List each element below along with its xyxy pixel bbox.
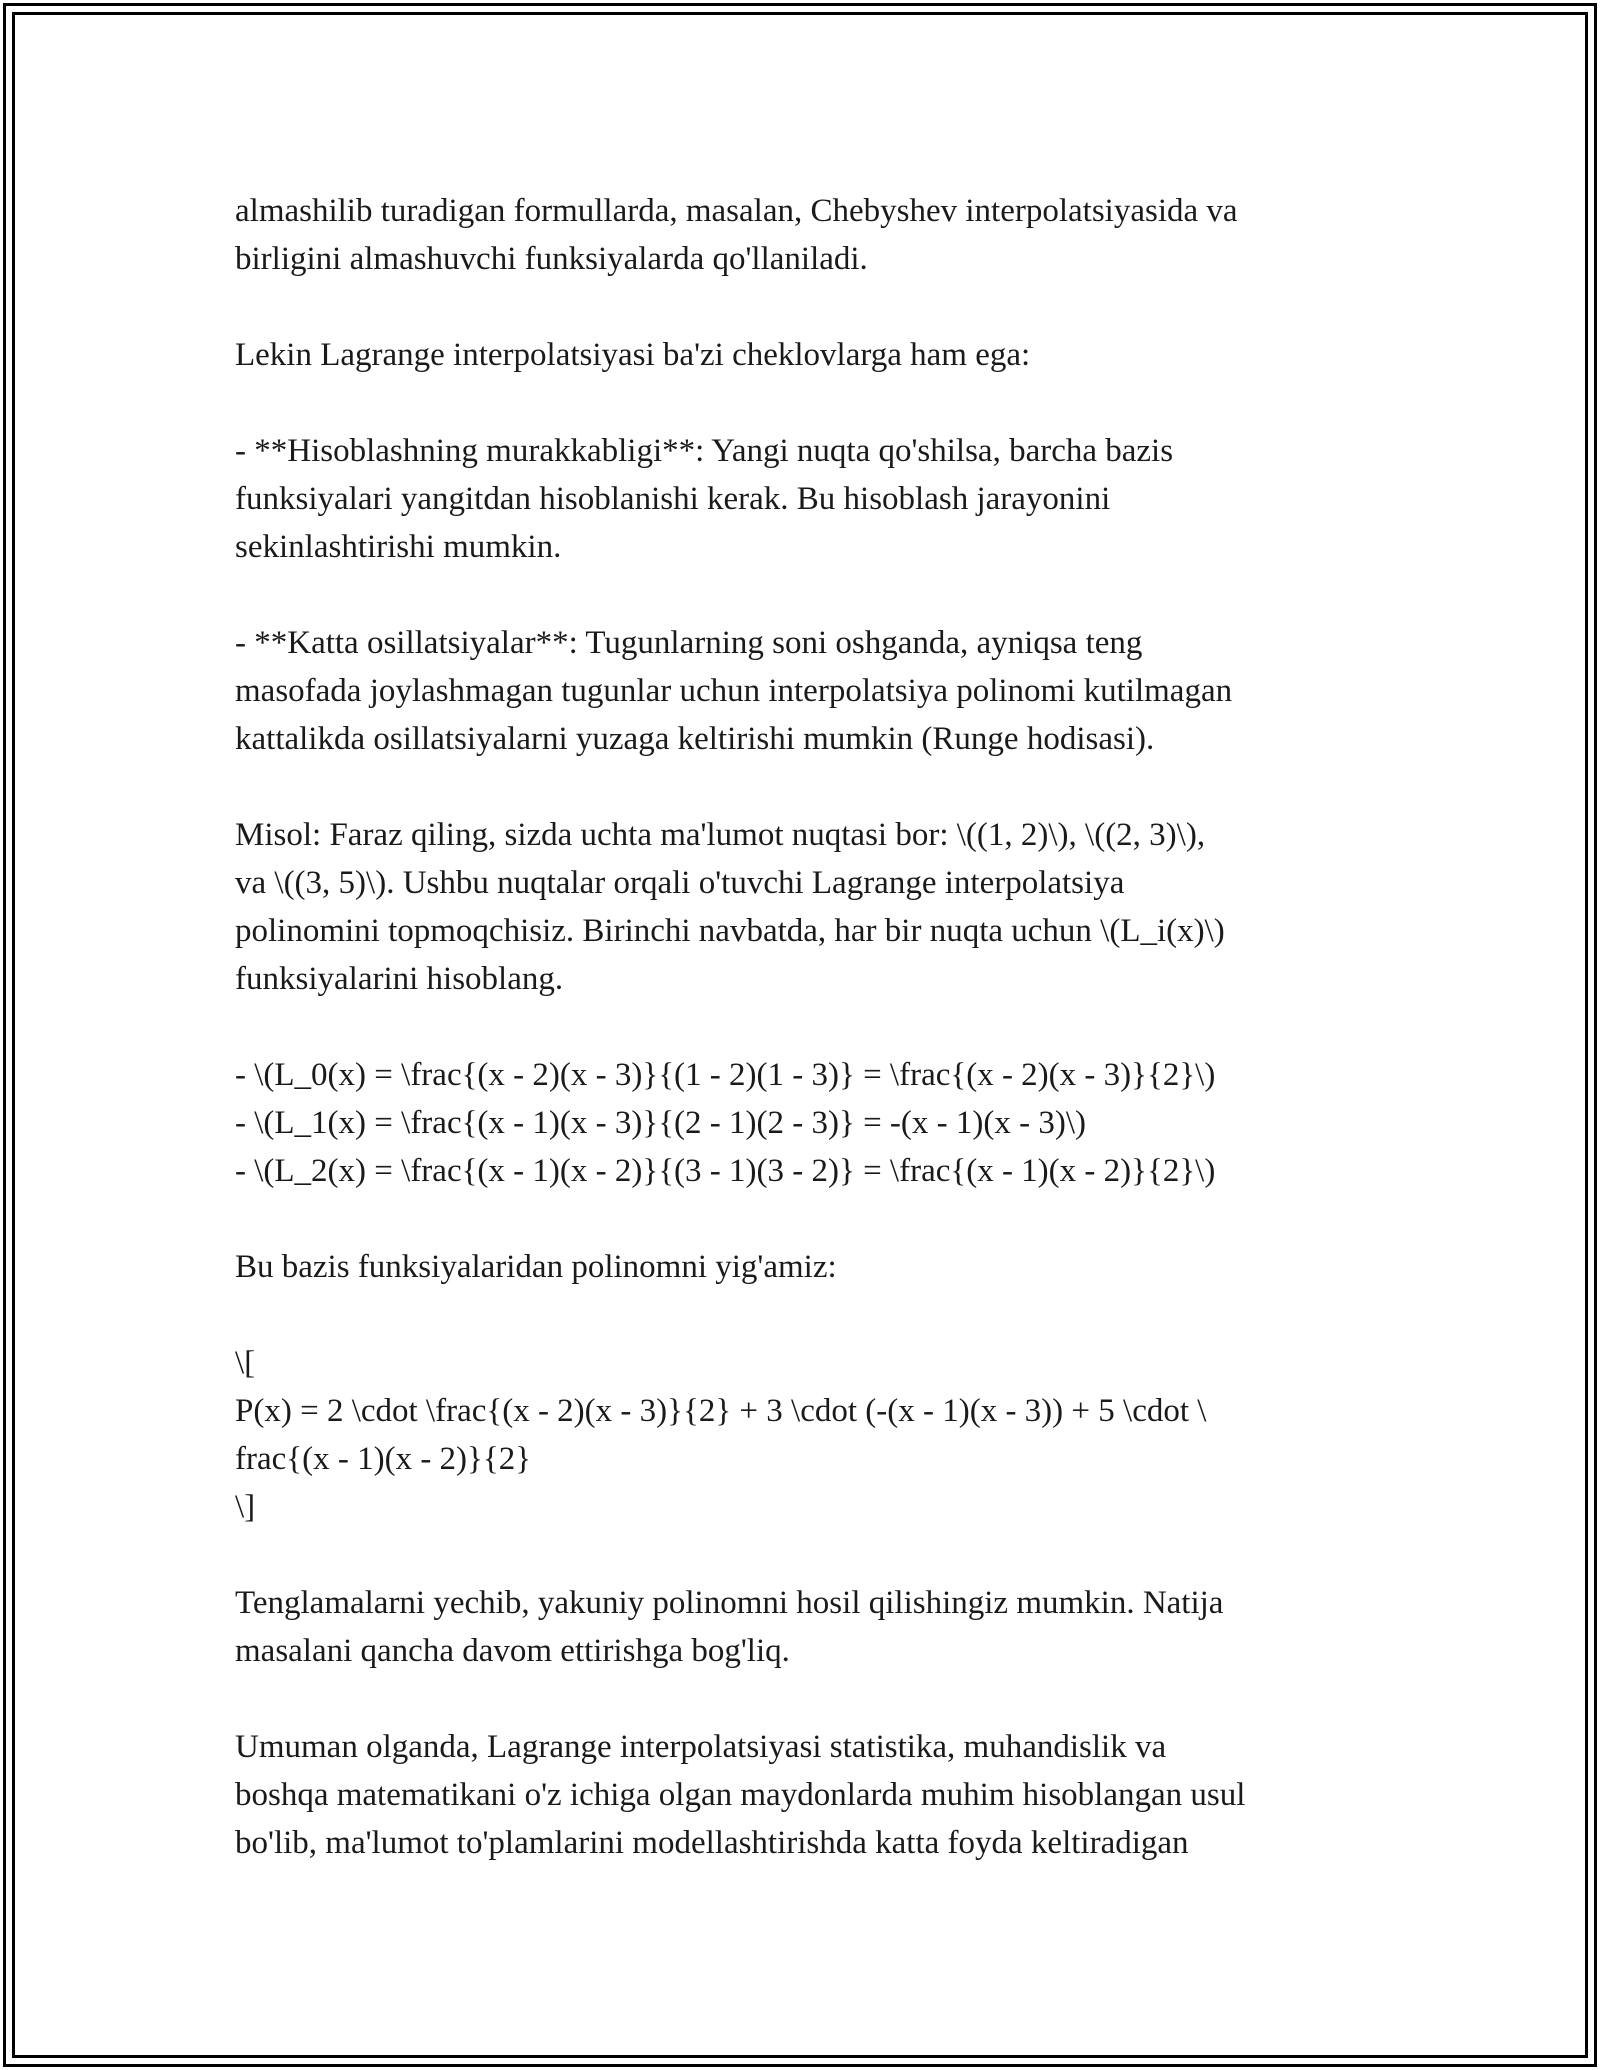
text-line: bo'lib, ma'lumot to'plamlarini modellashtirishda katta foyda keltiradigan xyxy=(235,1825,1189,1861)
text-line: - \(L_1(x) = \frac{(x - 1)(x - 3)}{(2 - 1)(2 - 3)} = -(x - 1)(x - 3)\) xyxy=(235,1105,1087,1141)
text-line: - **Katta osillatsiyalar**: Tugunlarning soni oshganda, ayniqsa teng xyxy=(235,625,1143,661)
paragraph-basis-functions xyxy=(235,1051,1385,1195)
text-line: P(x) = 2 \cdot \frac{(x - 2)(x - 3)}{2} + 3 \cdot (-(x - 1)(x - 3)) + 5 \cdot \ xyxy=(235,1393,1207,1429)
text-line: - \(L_2(x) = \frac{(x - 1)(x - 2)}{(3 - 1)(3 - 2)} = \frac{(x - 1)(x - 2)}{2}\) xyxy=(235,1153,1216,1189)
paragraph-intro-continuation xyxy=(235,187,1385,283)
document-body xyxy=(235,187,1385,1867)
paragraph-assemble-intro xyxy=(235,1243,1385,1291)
text-line: va \((3, 5)\). Ushbu nuqtalar orqali o'tuvchi Lagrange interpolatsiya xyxy=(235,865,1125,901)
text-line: polinomini topmoqchisiz. Birinchi navbatda, har bir nuqta uchun \(L_i(x)\) xyxy=(235,913,1225,949)
paragraph-limitation-complexity xyxy=(235,427,1385,571)
text-line: - **Hisoblashning murakkabligi**: Yangi nuqta qo'shilsa, barcha bazis xyxy=(235,433,1174,469)
text-line: funksiyalari yangitdan hisoblanishi kerak. Bu hisoblash jarayonini xyxy=(235,481,1111,517)
text-line: birligini almashuvchi funksiyalarda qo'llaniladi. xyxy=(235,241,868,277)
paragraph-limitation-oscillations xyxy=(235,619,1385,763)
text-line: Misol: Faraz qiling, sizda uchta ma'lumot nuqtasi bor: \((1, 2)\), \((2, 3)\), xyxy=(235,817,1206,853)
text-line: sekinlashtirishi mumkin. xyxy=(235,529,562,565)
paragraph-example-intro xyxy=(235,811,1385,1003)
paragraph-polynomial-formula xyxy=(235,1339,1385,1531)
text-line: almashilib turadigan formullarda, masalan, Chebyshev interpolatsiyasida va xyxy=(235,193,1238,229)
paragraph-limitations-intro xyxy=(235,331,1385,379)
text-line: funksiyalarini hisoblang. xyxy=(235,961,564,997)
paragraph-conclusion xyxy=(235,1723,1385,1867)
text-line: frac{(x - 1)(x - 2)}{2} xyxy=(235,1441,532,1477)
text-line: masofada joylashmagan tugunlar uchun interpolatsiya polinomi kutilmagan xyxy=(235,673,1233,709)
text-line: boshqa matematikani o'z ichiga olgan maydonlarda muhim hisoblangan usul xyxy=(235,1777,1246,1813)
text-line: Tenglamalarni yechib, yakuniy polinomni hosil qilishingiz mumkin. Natija xyxy=(235,1585,1224,1621)
paragraph-solve-note xyxy=(235,1579,1385,1675)
text-line: Bu bazis funksiyalaridan polinomni yig'amiz: xyxy=(235,1249,837,1285)
text-line: - \(L_0(x) = \frac{(x - 2)(x - 3)}{(1 - 2)(1 - 3)} = \frac{(x - 2)(x - 3)}{2}\) xyxy=(235,1057,1216,1093)
text-line: \] xyxy=(235,1489,256,1525)
text-line: masalani qancha davom ettirishga bog'liq. xyxy=(235,1633,790,1669)
text-line: kattalikda osillatsiyalarni yuzaga keltirishi mumkin (Runge hodisasi). xyxy=(235,721,1155,757)
text-line: Lekin Lagrange interpolatsiyasi ba'zi cheklovlarga ham ega: xyxy=(235,337,1031,373)
text-line: Umuman olganda, Lagrange interpolatsiyasi statistika, muhandislik va xyxy=(235,1729,1167,1765)
text-line: \[ xyxy=(235,1345,256,1381)
